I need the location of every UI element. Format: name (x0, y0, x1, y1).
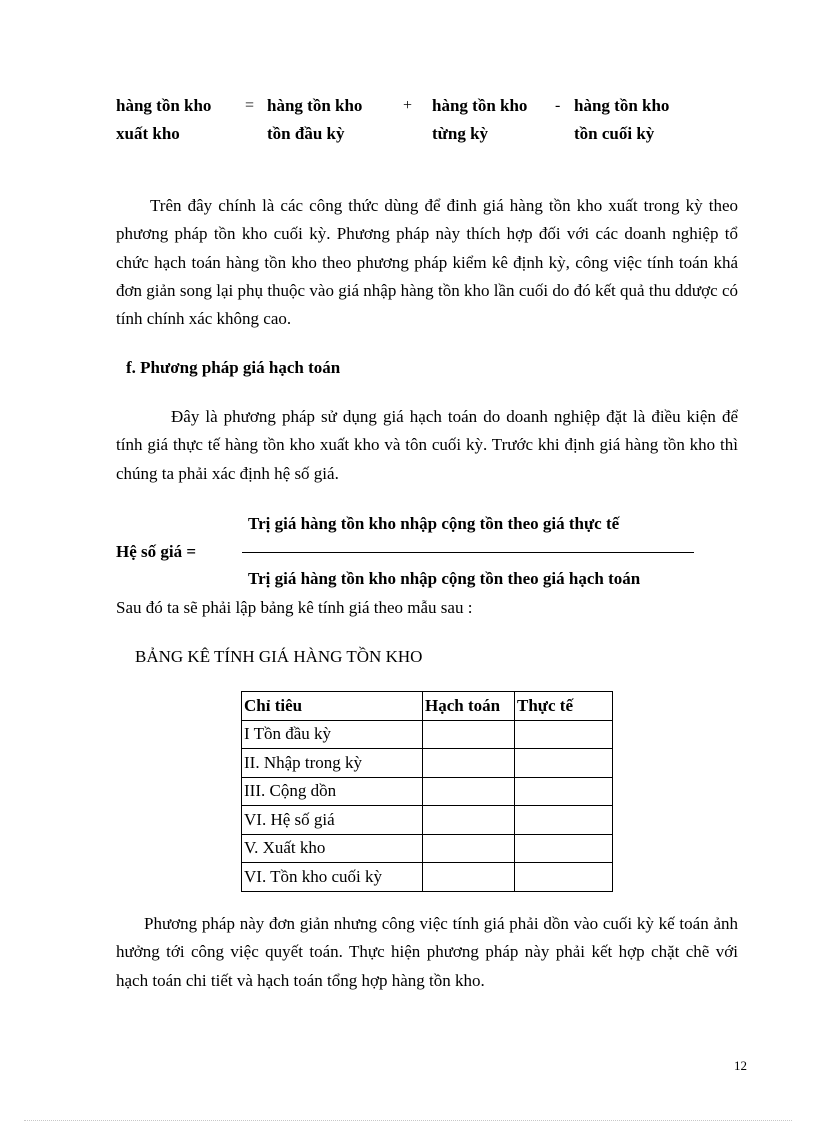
row-actual-cell (515, 777, 613, 806)
formula-term3-line2: tồn cuối kỳ (574, 124, 655, 143)
paragraph-tail-inventory-method (116, 192, 738, 333)
paragraph-method-evaluation (116, 910, 738, 995)
formula-equals-sign: = (245, 97, 255, 114)
page-bottom-divider (24, 1120, 792, 1121)
paragraph-2-text: Đây là phương pháp sử dụng giá hạch toán do doanh nghiệp đặt là điều kiện để tính giá thực tế hàng tồn kho xuất kho và tôn cuối kỳ. Trước khi định giá hàng tồn kho thì chúng ta phải xác định hệ số giá. (116, 407, 738, 483)
table-row (242, 834, 613, 863)
row-actual-cell (515, 749, 613, 778)
row-accounting-cell (423, 777, 515, 806)
table-row (242, 863, 613, 892)
table-row (242, 720, 613, 749)
coefficient-numerator: Trị giá hàng tồn kho nhập cộng tồn theo giá thực tế (248, 514, 620, 533)
formula-plus-sign: + (403, 97, 413, 114)
formula-term2-line2: từng kỳ (432, 124, 489, 143)
header-accounting: Hạch toán (423, 692, 515, 721)
paragraph-1-text: Trên đây chính là các công thức dùng để đinh giá hàng tồn kho xuất trong kỳ theo phương pháp tồn kho cuối kỳ. Phương pháp này thích hợp đối với các doanh nghiệp tổ chức hạch toán hàng tồn kho theo phương pháp kiểm kê định kỳ, công việc tính toán khá đơn giản song lại phụ thuộc vào giá nhập hàng tồn kho lần cuối do đó kết quả thu ddược có tính chính xác không cao. (116, 196, 738, 329)
formula-lhs-line1: hàng tồn kho (116, 96, 212, 115)
fraction-line (242, 552, 694, 553)
formula-term1-line1: hàng tồn kho (267, 96, 363, 115)
table-title: BẢNG KÊ TÍNH GIÁ HÀNG TỒN KHO (135, 647, 423, 666)
row-label: II. Nhập trong kỳ (242, 749, 423, 778)
section-heading: f. Phương pháp giá hạch toán (126, 358, 341, 377)
row-label: I Tồn đầu kỳ (242, 720, 423, 749)
header-actual: Thực tế (515, 692, 613, 721)
coefficient-label: Hệ số giá = (116, 542, 197, 561)
row-label: VI. Tồn kho cuối kỳ (242, 863, 423, 892)
header-indicator: Chỉ tiêu (242, 692, 423, 721)
row-actual-cell (515, 806, 613, 835)
row-label: VI. Hệ số giá (242, 806, 423, 835)
formula-lhs-line2: xuất kho (116, 124, 180, 143)
table-row (242, 749, 613, 778)
row-label: III. Cộng dồn (242, 777, 423, 806)
formula-term1-line2: tồn đầu kỳ (267, 124, 345, 143)
row-actual-cell (515, 863, 613, 892)
paragraph-accounting-price-method (116, 403, 738, 488)
table-header-row (242, 692, 613, 721)
table-intro-text: Sau đó ta sẽ phải lập bảng kê tính giá theo mẫu sau : (116, 598, 473, 617)
row-actual-cell (515, 834, 613, 863)
row-accounting-cell (423, 834, 515, 863)
formula-term2-line1: hàng tồn kho (432, 96, 528, 115)
paragraph-3-text: Phương pháp này đơn giản nhưng công việc tính giá phải dồn vào cuối kỳ kế toán ảnh hưởng tới công việc quyết toán. Thực hiện phương pháp này phải kết hợp chặt chẽ với hạch toán chi tiết và hạch toán tổng hợp hàng tồn kho. (116, 914, 738, 990)
row-accounting-cell (423, 806, 515, 835)
row-accounting-cell (423, 720, 515, 749)
row-accounting-cell (423, 863, 515, 892)
row-actual-cell (515, 720, 613, 749)
page-number: 12 (734, 1058, 747, 1073)
table-row (242, 777, 613, 806)
row-label: V. Xuất kho (242, 834, 423, 863)
table-row (242, 806, 613, 835)
coefficient-denominator: Trị giá hàng tồn kho nhập cộng tồn theo giá hạch toán (248, 569, 641, 588)
row-accounting-cell (423, 749, 515, 778)
formula-minus-sign: - (555, 97, 561, 114)
inventory-price-table (241, 691, 613, 892)
formula-term3-line1: hàng tồn kho (574, 96, 670, 115)
